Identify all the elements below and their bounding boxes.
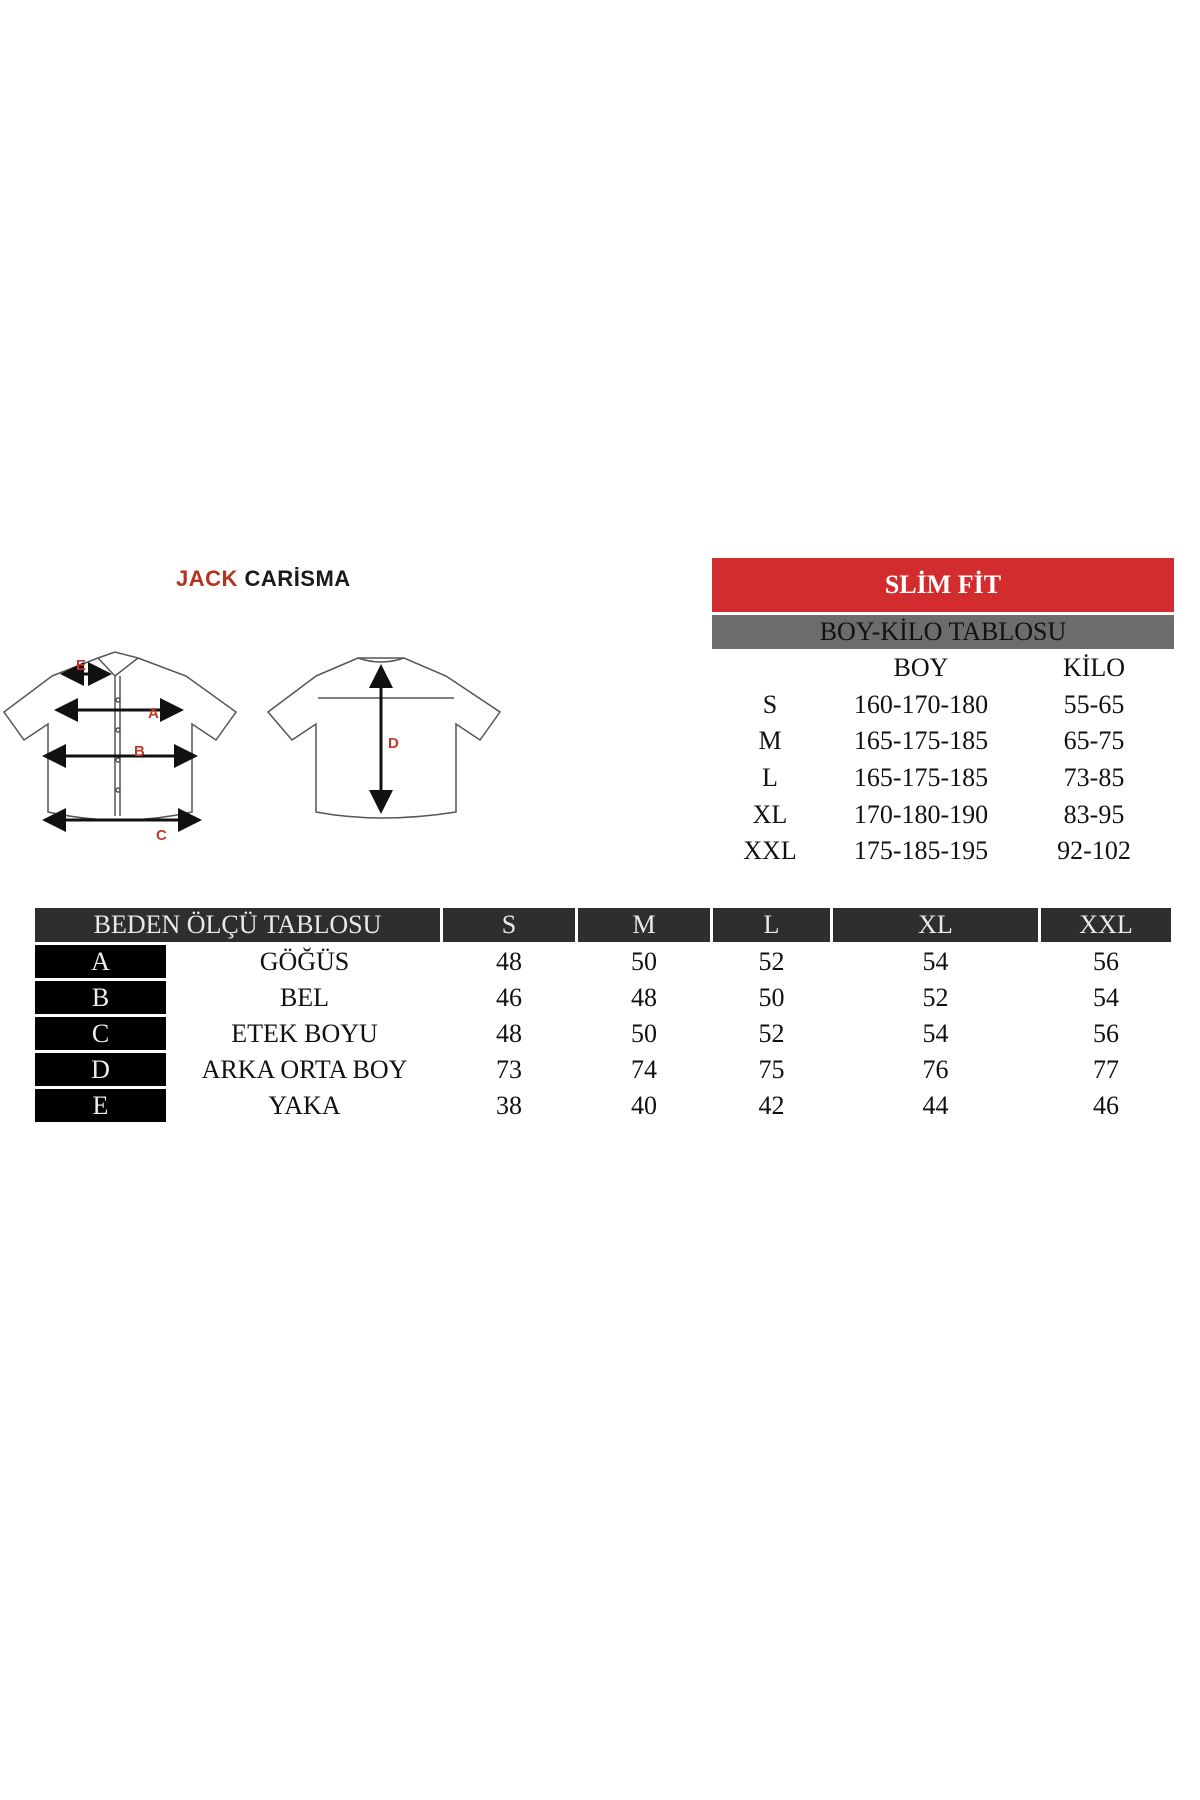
boy-cell: 175-185-195 bbox=[853, 836, 989, 866]
value-cell: 52 bbox=[713, 945, 830, 981]
value-cell: 48 bbox=[443, 945, 575, 981]
boy-cell: 170-180-190 bbox=[853, 799, 989, 829]
value-cell: 50 bbox=[713, 981, 830, 1017]
boy-kilo-row bbox=[712, 833, 1174, 870]
label-d: D bbox=[388, 735, 399, 752]
boy-cell: 165-175-185 bbox=[853, 763, 989, 793]
beden-olcu-table bbox=[32, 908, 1174, 1125]
size-header-s: S bbox=[443, 908, 575, 945]
value-cell: 50 bbox=[578, 1017, 710, 1053]
boy-kilo-header-blank bbox=[712, 650, 828, 687]
size-cell: XL bbox=[752, 799, 788, 829]
kilo-cell: 55-65 bbox=[1063, 689, 1125, 719]
measure-name: ARKA ORTA BOY bbox=[169, 1053, 440, 1089]
beden-row bbox=[35, 1089, 1171, 1125]
value-cell: 46 bbox=[443, 981, 575, 1017]
boy-kilo-table bbox=[712, 650, 1174, 870]
label-c: C bbox=[156, 827, 167, 844]
value-cell: 50 bbox=[578, 945, 710, 981]
value-cell: 54 bbox=[1041, 981, 1171, 1017]
label-b: B bbox=[134, 743, 145, 760]
label-e: E bbox=[76, 657, 87, 674]
brand-part2: CARİSMA bbox=[244, 566, 351, 591]
boy-kilo-row bbox=[712, 760, 1174, 797]
value-cell: 46 bbox=[1041, 1089, 1171, 1125]
value-cell: 54 bbox=[833, 945, 1038, 981]
size-cell: M bbox=[758, 726, 782, 756]
front-shirt-icon bbox=[4, 652, 236, 820]
value-cell: 48 bbox=[578, 981, 710, 1017]
value-cell: 44 bbox=[833, 1089, 1038, 1125]
size-header-xl: XL bbox=[833, 908, 1038, 945]
brand-part1: JACK bbox=[176, 566, 238, 591]
value-cell: 75 bbox=[713, 1053, 830, 1089]
boy-kilo-header-row bbox=[712, 650, 1174, 687]
beden-row bbox=[35, 945, 1171, 981]
size-header-m: M bbox=[578, 908, 710, 945]
measure-name: YAKA bbox=[169, 1089, 440, 1125]
size-cell: L bbox=[762, 763, 778, 793]
beden-row bbox=[35, 1053, 1171, 1089]
size-cell: XXL bbox=[743, 836, 797, 866]
boy-cell: 160-170-180 bbox=[853, 689, 989, 719]
kilo-cell: 83-95 bbox=[1063, 799, 1125, 829]
label-a: A bbox=[148, 705, 159, 722]
measure-name: ETEK BOYU bbox=[169, 1017, 440, 1053]
back-shirt-icon bbox=[268, 658, 500, 818]
kilo-cell: 73-85 bbox=[1063, 763, 1125, 793]
boy-cell: 165-175-185 bbox=[853, 726, 989, 756]
value-cell: 76 bbox=[833, 1053, 1038, 1089]
size-header-l: L bbox=[713, 908, 830, 945]
value-cell: 40 bbox=[578, 1089, 710, 1125]
beden-title: BEDEN ÖLÇÜ TABLOSU bbox=[35, 908, 440, 945]
kilo-header: KİLO bbox=[1062, 653, 1126, 683]
value-cell: 56 bbox=[1041, 1017, 1171, 1053]
kilo-cell: 92-102 bbox=[1057, 836, 1131, 866]
value-cell: 52 bbox=[713, 1017, 830, 1053]
value-cell: 48 bbox=[443, 1017, 575, 1053]
boy-header: BOY bbox=[893, 653, 949, 683]
boy-kilo-row bbox=[712, 687, 1174, 724]
measure-code: A bbox=[35, 945, 166, 981]
size-cell: S bbox=[762, 689, 778, 719]
brand-logo bbox=[176, 566, 351, 592]
value-cell: 52 bbox=[833, 981, 1038, 1017]
boy-kilo-row bbox=[712, 796, 1174, 833]
measure-code: B bbox=[35, 981, 166, 1017]
beden-header-row bbox=[35, 908, 1171, 945]
value-cell: 38 bbox=[443, 1089, 575, 1125]
beden-row bbox=[35, 1017, 1171, 1053]
boy-kilo-title: BOY-KİLO TABLOSU bbox=[712, 615, 1174, 649]
value-cell: 56 bbox=[1041, 945, 1171, 981]
value-cell: 54 bbox=[833, 1017, 1038, 1053]
size-header-xxl: XXL bbox=[1041, 908, 1171, 945]
measure-code: C bbox=[35, 1017, 166, 1053]
value-cell: 73 bbox=[443, 1053, 575, 1089]
measure-code: E bbox=[35, 1089, 166, 1125]
fit-title: SLİM FİT bbox=[712, 558, 1174, 612]
shirt-measurement-diagram bbox=[0, 640, 510, 850]
measure-name: BEL bbox=[169, 981, 440, 1017]
measure-name: GÖĞÜS bbox=[169, 945, 440, 981]
kilo-cell: 65-75 bbox=[1063, 726, 1125, 756]
beden-row bbox=[35, 981, 1171, 1017]
boy-kilo-row bbox=[712, 723, 1174, 760]
value-cell: 74 bbox=[578, 1053, 710, 1089]
measure-code: D bbox=[35, 1053, 166, 1089]
value-cell: 77 bbox=[1041, 1053, 1171, 1089]
value-cell: 42 bbox=[713, 1089, 830, 1125]
